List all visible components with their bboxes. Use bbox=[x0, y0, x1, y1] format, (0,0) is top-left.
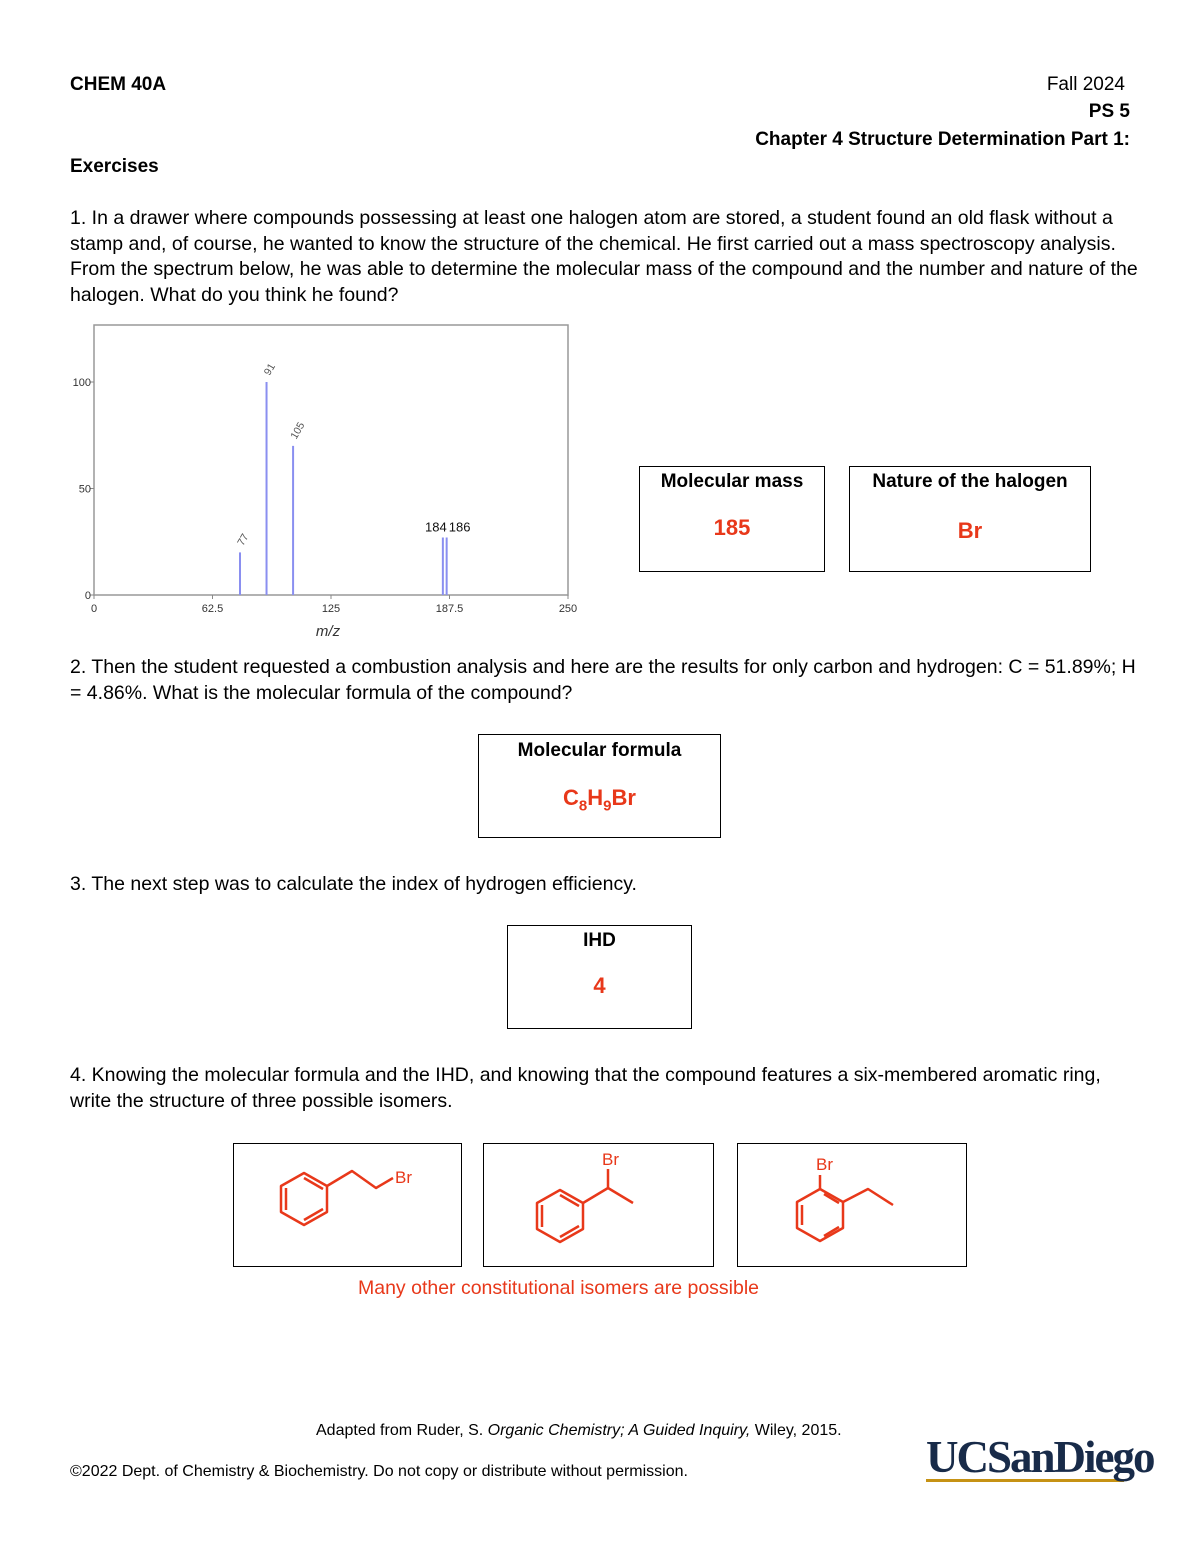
x-tick-label: 125 bbox=[321, 603, 341, 615]
ihd-label: IHD bbox=[583, 930, 616, 951]
peak-label-105: 105 bbox=[288, 420, 308, 442]
ihd-value: 4 bbox=[593, 973, 606, 998]
peak-label-184: 184 bbox=[425, 519, 447, 535]
molecular-formula-label: Molecular formula bbox=[517, 740, 682, 761]
peaks bbox=[235, 361, 470, 595]
adapted-from: Adapted from Ruder, S. Organic Chemistry; A Guided Inquiry, Wiley, 2015. bbox=[316, 1422, 842, 1439]
course-title: CHEM 40A bbox=[70, 74, 167, 95]
ucsd-logo: UCSanDiego bbox=[926, 1432, 1154, 1482]
peak-label-77: 77 bbox=[235, 531, 252, 548]
y-tick-label: 50 bbox=[78, 483, 91, 496]
molecular-mass-value: 185 bbox=[713, 515, 751, 540]
term: Fall 2024 bbox=[1046, 74, 1125, 95]
chapter-title: Chapter 4 Structure Determination Part 1: bbox=[755, 129, 1130, 150]
y-ticks bbox=[73, 377, 94, 602]
molecular-mass-label: Molecular mass bbox=[660, 471, 804, 492]
halogen-label: Nature of the halogen bbox=[872, 471, 1068, 492]
y-tick-label: 100 bbox=[72, 377, 91, 389]
isomer-1-box bbox=[233, 1143, 462, 1267]
copyright-notice: ©2022 Dept. of Chemistry & Biochemistry. Do not copy or distribute without permission. bbox=[70, 1463, 688, 1480]
x-ticks bbox=[91, 595, 577, 615]
ihd-box bbox=[507, 925, 692, 1029]
x-tick-label: 0 bbox=[90, 603, 98, 615]
y-tick-label: 0 bbox=[84, 590, 91, 602]
isomer-3-br-label: Br bbox=[815, 1154, 833, 1174]
molecular-formula-box bbox=[478, 734, 721, 838]
mass-spectrum-chart bbox=[60, 320, 600, 650]
section-title: Exercises bbox=[70, 156, 159, 177]
molecular-mass-box bbox=[639, 466, 825, 572]
question-2-text: 2. Then the student requested a combustion analysis and here are the results for only carbon and hydrogen: C = 51.89%; H = 4.86%. What is the molecular formula of the compound? bbox=[70, 656, 1136, 704]
question-3-text: 3. The next step was to calculate the index of hydrogen efficiency. bbox=[70, 873, 637, 895]
problem-set-number: PS 5 bbox=[1088, 101, 1130, 122]
isomer-3-structure bbox=[737, 1143, 967, 1267]
question-1-text: 1. In a drawer where compounds possessing at least one halogen atom are stored, a student found an old flask without a stamp and, of course, he wanted to know the structure of the chemical. He first carried out a mass spectroscopy analysis. From the spectrum below, he was able to determine the molecular mass of the compound and the number and nature of the halogen. What do you think he found? bbox=[70, 207, 1138, 306]
x-axis-label: m/z bbox=[315, 623, 341, 640]
x-tick-label: 250 bbox=[558, 603, 578, 615]
molecular-formula-value: $C_8H_9Br$ bbox=[563, 785, 636, 815]
chart-frame bbox=[94, 325, 568, 595]
isomer-2-box bbox=[483, 1143, 714, 1267]
isomer-2-structure bbox=[483, 1143, 714, 1267]
isomers-note: Many other constitutional isomers are possible bbox=[358, 1277, 760, 1299]
isomer-1-br-label: Br bbox=[394, 1167, 412, 1187]
halogen-box bbox=[849, 466, 1091, 572]
x-tick-label: 62.5 bbox=[201, 603, 224, 615]
peak-label-91: 91 bbox=[261, 361, 278, 378]
x-tick-label: 187.5 bbox=[435, 603, 464, 615]
halogen-value: Br bbox=[957, 518, 983, 543]
question-4-text: 4. Knowing the molecular formula and the IHD, and knowing that the compound features a six-membered aromatic ring, write the structure of three possible isomers. bbox=[70, 1064, 1101, 1112]
isomer-1-structure bbox=[233, 1143, 462, 1267]
isomer-3-box bbox=[737, 1143, 967, 1267]
isomer-2-br-label: Br bbox=[601, 1149, 619, 1169]
peak-label-186: 186 bbox=[448, 519, 471, 535]
